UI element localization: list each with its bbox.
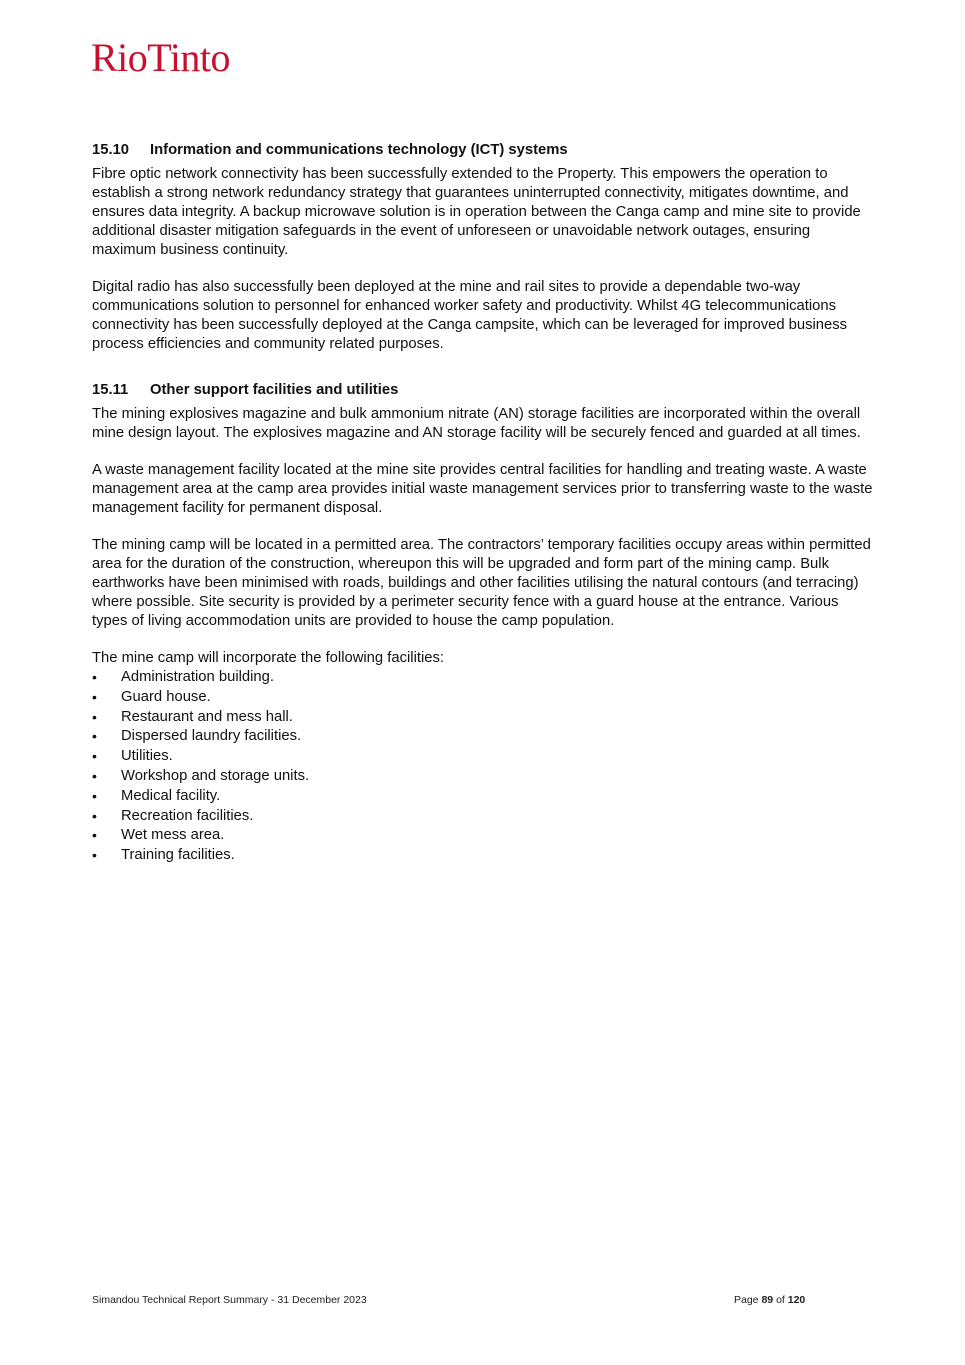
rio-tinto-logo: RioTinto (91, 35, 231, 80)
bullet-icon: • (92, 708, 97, 725)
bullet-icon: • (92, 669, 97, 685)
list-item: • Utilities. (92, 747, 874, 767)
list-item: • Dispersed laundry facilities. (92, 727, 874, 747)
paragraph: Digital radio has also successfully been deployed at the mine and rail sites to provide a dependable two-way communications solution to personnel for enhanced worker safety and productivity. Whilst 4G telecommunications connectivity has been successfully deployed at the Canga campsite, which can be leveraged for improved business process efficiencies and community related purposes. (92, 279, 848, 352)
bullet-icon: • (92, 807, 97, 824)
section-number: 15.11 (92, 382, 129, 398)
section-title: Information and communications technology (ICT) systems (150, 142, 568, 158)
paragraph: The mining camp will be located in a permitted area. The contractors’ temporary facilities occupy areas within permitted area for the duration of the construction, whereupon this will be upgraded and form part of the mining camp. Bulk earthworks have been minimised with roads, buildings and other facilities utilising the natural contours (and terracing) where possible. Site security is provided by a perimeter security fence with a guard house at the entrance. Various types of living accommodation units are provided to house the camp population. (92, 537, 871, 629)
section-title: Other support facilities and utilities (150, 382, 399, 398)
list-item: • Restaurant and mess hall. (92, 708, 874, 728)
bullet-icon: • (92, 787, 97, 804)
paragraph: Fibre optic network connectivity has been successfully extended to the Property. This empowers the operation to establish a strong network redundancy strategy that guarantees uninterrupted connectivity, mitigates downtime, and ensures data integrity. A backup microwave solution is in operation between the Canga camp and mine site to provide additional disaster mitigation safeguards in the event of unforeseen or unavoidable network outages, ensuring maximum business continuity. (92, 166, 861, 258)
section-number: 15.10 (92, 142, 130, 158)
list-item: • Medical facility. (92, 787, 874, 807)
paragraph: The mining explosives magazine and bulk ammonium nitrate (AN) storage facilities are incorporated within the overall mine design layout. The explosives magazine and AN storage facility will be securely fenced and guarded at all times. (92, 406, 861, 441)
paragraph: A waste management facility located at the mine site provides central facilities for handling and treating waste. A waste management area at the camp area provides initial waste management services prior to transferring waste to the waste management facility for permanent disposal. (92, 462, 873, 516)
list-item: • Wet mess area. (92, 826, 874, 846)
bullet-icon: • (92, 767, 97, 784)
current-page: 89 (761, 1294, 774, 1306)
section-heading-support-facilities (92, 381, 874, 400)
bullet-icon: • (92, 688, 97, 705)
list-item: • Training facilities. (92, 846, 874, 866)
list-item: • Workshop and storage units. (92, 767, 874, 787)
footer-document-title: Simandou Technical Report Summary - 31 December 2023 (92, 1294, 367, 1306)
list-item: • Recreation facilities. (92, 807, 874, 827)
list-item: • Administration building. (92, 668, 874, 688)
bullet-icon: • (92, 827, 97, 844)
bullet-icon: • (92, 748, 97, 765)
bullet-icon: • (92, 728, 97, 745)
list-item: • Guard house. (92, 688, 874, 708)
total-pages: 120 (787, 1294, 806, 1306)
footer-page-number: Page 89 of 120 (734, 1294, 806, 1306)
section-heading-ict (92, 141, 874, 160)
page-content (92, 141, 874, 866)
list-intro: The mine camp will incorporate the following facilities: (92, 650, 444, 666)
facilities-list (92, 668, 874, 866)
bullet-icon: • (92, 847, 97, 864)
